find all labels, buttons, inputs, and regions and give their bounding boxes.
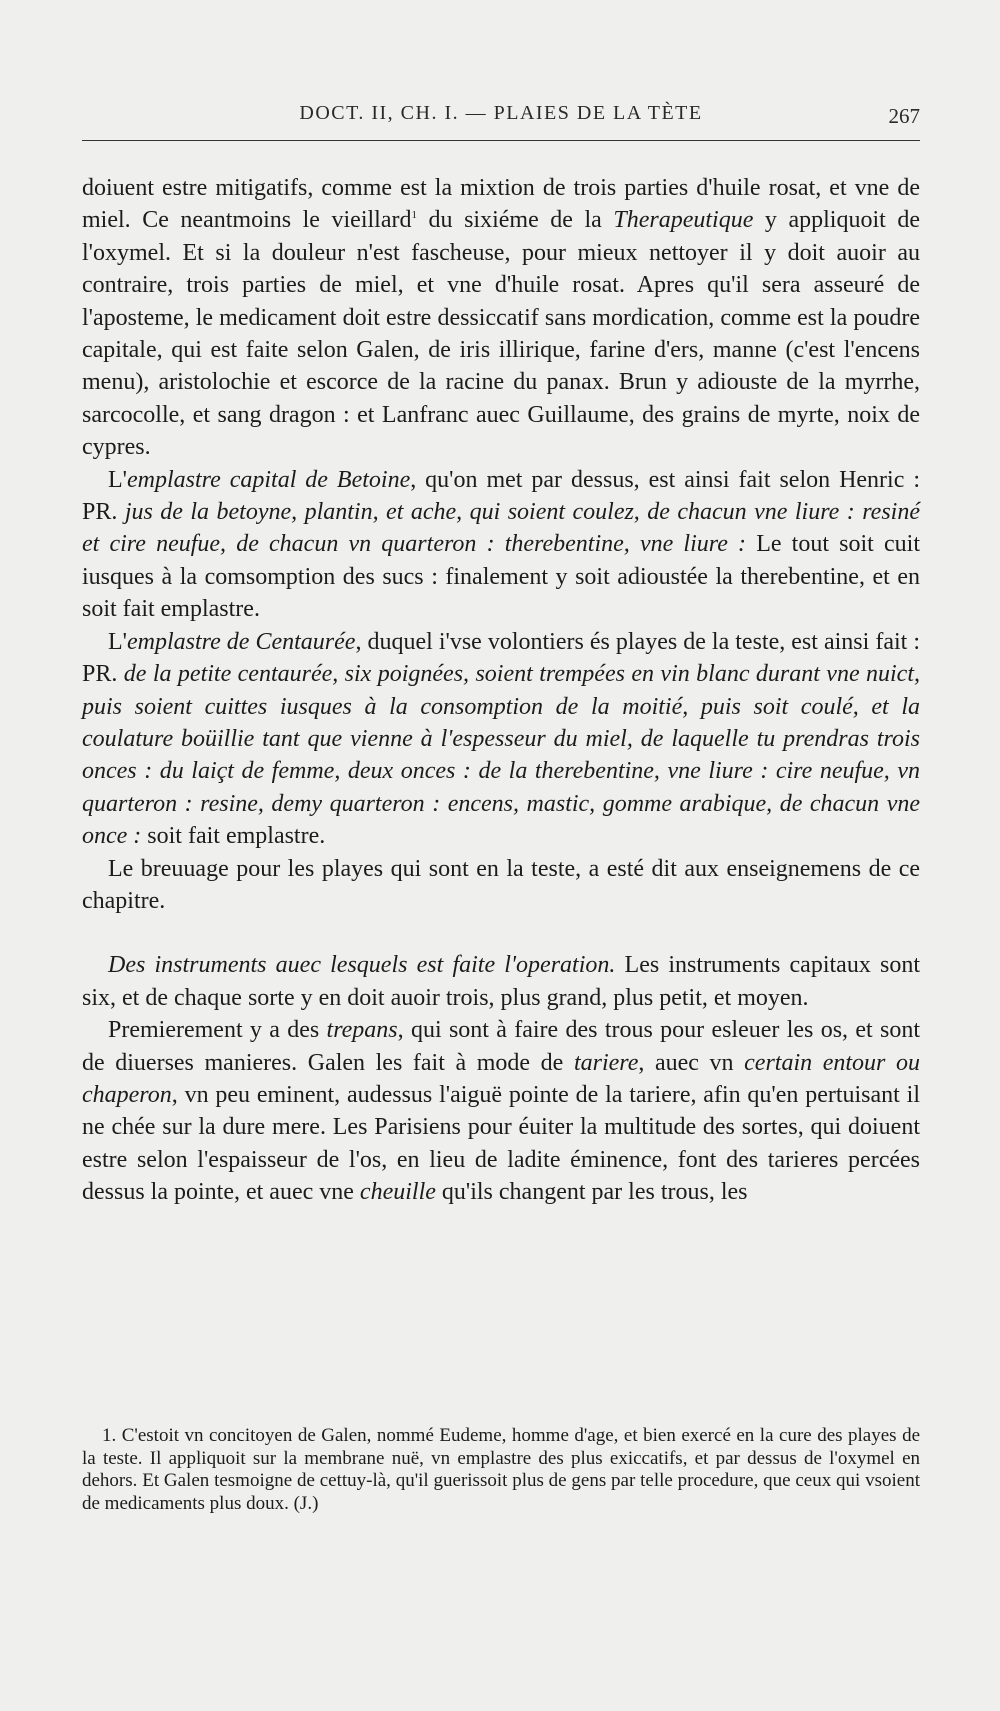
italic-run: certain entour ou chaperon	[82, 1049, 921, 1108]
text-run: y appliquoit de l'oxymel. Et si la douleur n'est fascheuse, pour mieux nettoyer il y doit auoir au contraire, trois parties de miel, et vne d'huile rosat. Apres qu'il sera asseuré de l'aposteme, le medicament doit estre dessiccatif sans mordication, comme est la poudre capitale, qui est faite selon Galen, de iris illirique, farine d'ers, manne (c'est l'encens menu), aristolochie et escorce de la racine du panax. Brun y adiouste de la myrrhe, sarcocolle, et sang dragon : et Lanfranc auec Guillaume, des grains de myrte, noix de cypres.	[82, 207, 920, 461]
italic-run: trepans	[326, 1017, 398, 1044]
italic-run: tariere	[573, 1049, 639, 1076]
text-run: doiuent estre mitigatifs, comme est la mixtion de trois parties d'huile rosat, et vne de miel. Ce neantmoins le vieillard	[82, 175, 920, 234]
text-run: soit fait emplastre.	[141, 823, 326, 850]
text-run: , vn peu eminent, audessus l'aiguë pointe de la tariere, afin qu'en pertuisant il ne chée sur la dure mere. Les Parisiens pour éuiter la multitude des sortes, qui doiuent estre selon l'espaisseur de l'os, en lieu de ladite éminence, font des tarieres percées dessus la pointe, et auec vne	[82, 1081, 920, 1206]
main-text	[82, 172, 920, 1209]
text-run: Le tout soit cuit iusques à la comsomption des sucs : finalement y soit adioustée la therebentine, et en soit fait emplastre.	[82, 531, 920, 623]
paragraph-6	[82, 1014, 920, 1208]
section-heading: Des instruments auec lesquels est faite l'operation.	[108, 952, 616, 979]
page-header	[82, 102, 920, 134]
paragraph-5	[82, 949, 920, 1014]
page-number: 267	[888, 104, 920, 128]
text-run: Les instruments capitaux sont six, et de chaque sorte y en doit auoir trois, plus grand, plus petit, et moyen.	[82, 952, 920, 1011]
header-rule	[82, 140, 920, 141]
text-run: du sixiéme de la	[416, 207, 614, 234]
italic-run: jus de la betoyne, plantin, et ache, qui soient coulez, de chacun vne liure : resiné et cire neufue, de chacun vn quarteron : therebentine, vne liure :	[82, 499, 920, 558]
text-run: , qui sont à faire des trous pour esleuer les os, et sont de diuerses manieres. Galen les fait à mode de	[82, 1017, 920, 1076]
italic-run: emplastre de Centaurée	[126, 628, 356, 655]
paragraph-1	[82, 172, 920, 464]
text-run: qu'ils changent par les trous, les	[435, 1179, 748, 1206]
paragraph-4: Le breuuage pour les playes qui sont en la teste, a esté dit aux enseignemens de ce chapitre.	[82, 855, 920, 914]
text-run: , auec vn	[638, 1049, 745, 1076]
italic-run: emplastre capital de Betoine	[126, 466, 411, 493]
running-head: DOCT. II, CH. I. — PLAIES DE LA TÈTE	[299, 102, 703, 124]
paragraph-3	[82, 626, 920, 853]
paragraph-2	[82, 464, 920, 626]
footnote-1: 1. C'estoit vn concitoyen de Galen, nommé Eudeme, homme d'age, et bien exercé en la cure des playes de la teste. Il appliquoit sur la membrane nuë, vn emplastre des plus exiccatifs, et par dessus de l'oxymel en dehors. Et Galen tesmoigne de cettuy-là, qu'il guerissoit plus de gens par telle procedure, que ceux qui vsoient de medicaments plus doux. (J.)	[82, 1425, 920, 1514]
italic-run: cheuille	[359, 1179, 436, 1206]
footnotes	[82, 1425, 920, 1515]
text-run: , qu'on met par dessus, est ainsi fait selon Henric : PR.	[82, 466, 920, 526]
text-run: L'	[108, 466, 127, 493]
text-run: , duquel i'vse volontiers és playes de la teste, est ainsi fait : PR.	[82, 628, 920, 688]
footnote-ref: 1	[411, 209, 417, 222]
text-run: L'	[108, 628, 127, 655]
text-run: Premierement y a des	[108, 1017, 327, 1044]
italic-run: Therapeutique	[613, 207, 754, 234]
italic-run: de la petite centaurée, six poignées, soient trempées en vin blanc durant vne nuict, puis soient cuittes iusques à la consomption de la moitié, puis soit coulé, et la coulature boüillie tant que vienne à l'espesseur du miel, de laquelle tu prendras trois onces : du laiçt de femme, deux onces : de la therebentine, vne liure : cire neufue, vn quarteron : resine, demy quarteron : encens, mastic, gomme arabique, de chacun vne once :	[82, 661, 921, 850]
